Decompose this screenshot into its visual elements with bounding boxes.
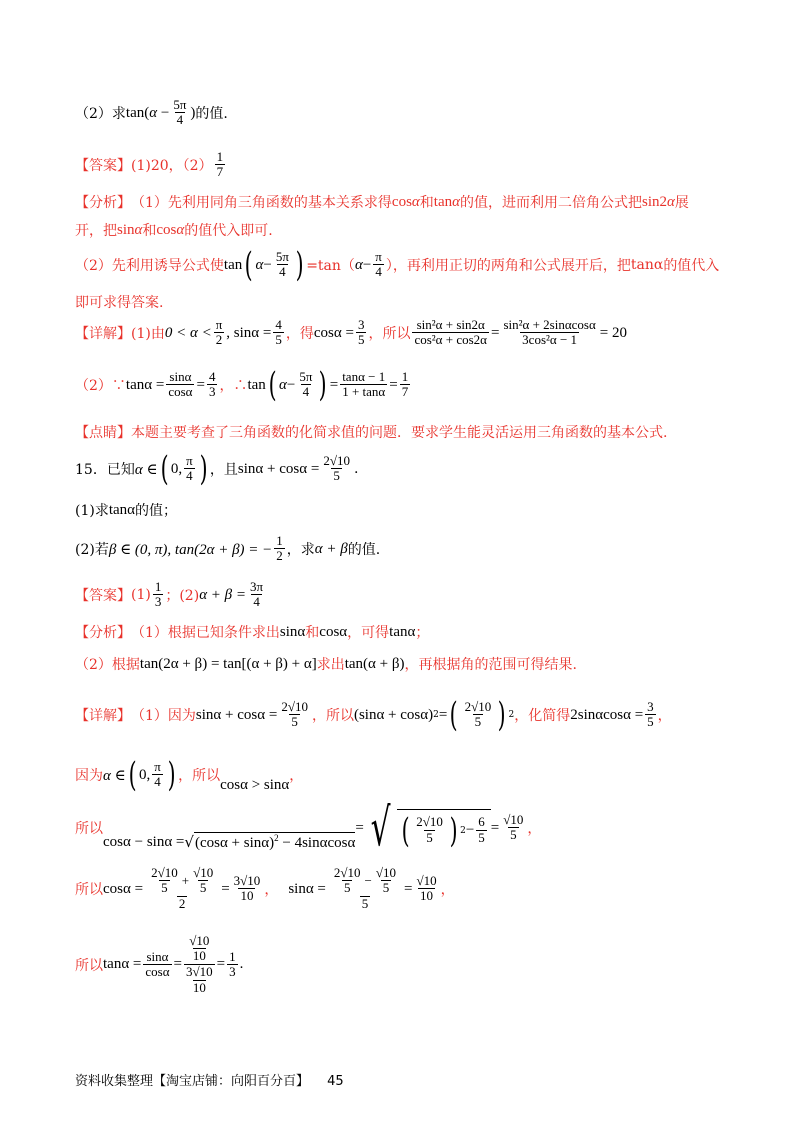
page-footer (75, 1070, 344, 1089)
detail-2-line-2: 因为 α ∈ ( 0, $\frac{\pi}{4}$ ) ，所以 cosα > sinα ， (75, 755, 304, 795)
detail-2-line-3: 所以 cosα − sinα = √ $(\cos\alpha + \sin\alpha)^2 - 4\sin\alpha\cos\alpha$ = √ ( $\frac{2√10}{5}$ ) 2 − $\frac{6}{5}$ = $\frac{√10}{5}$ ， (75, 798, 542, 858)
page-number: 45 (327, 1074, 344, 1089)
q2-lead: （2）求 (75, 106, 126, 123)
answer-frac: $\frac{1}{7}$ (216, 149, 224, 180)
analysis-1-line-1: 【分析】 （1）先利用同角三角函数的基本关系求得 cos α 和 tan α 的值，进而利用二倍角公式把 sin2 α 展 (75, 193, 689, 211)
question-2-line: （2）求 tan(α − $\frac{5\pi}{4}$ ) 的值. (75, 97, 228, 128)
problem-15-q2: (2)若 β ∈ (0, π), tan(2α + β) = − $\frac{1}{2}$ ，求 α + β 的值. (75, 533, 381, 564)
analysis-2-line-2: （2）根据 tan(2α + β) = tan[(α + β) + α] 求出 tan(α + β) ，再根据角的范围可得结果. (75, 655, 577, 673)
analysis-1-line-2: 开，把 sin α 和 cos α 的值代入即可. (75, 221, 273, 239)
problem-15-q1: (1)求 tanα 的值； (75, 501, 178, 519)
footer-text: 资料收集整理【淘宝店铺：向阳百分百】 (75, 1074, 310, 1089)
detail-2-line-1: 【详解】 （1）因为 sinα + cosα = $\frac{2√10}{5}$ ，所以 (sinα + cosα) 2 = ( $\frac{2√10}{5}$ ) 2 ，化简得 2sinαcosα = $\frac{3}{5}$ ， (75, 695, 672, 735)
q2-expr: tan(α − (125, 104, 170, 121)
analysis-1-line-4: 即可求得答案. (75, 295, 164, 311)
analysis-1-line-3: （2）先利用诱导公式使 tan ( α − $\frac{5\pi}{4}$ ) =tan（ α − $\frac{\pi}{4}$ ），再利用正切的两角和公式展开后，把 tanα 的值代入 (75, 245, 720, 285)
analysis-2-line-1: 【分析】 （1）根据已知条件求出 sinα 和 cosα ，可得 tanα ； (75, 623, 430, 641)
answer-2-line: 【答案】 (1) $\frac{1}{3}$ ；(2) α + β = $\frac{3\pi}{4}$ (75, 579, 264, 610)
detail-2-line-5: 所以 tanα = $\frac{\sin\alpha}{\cos\alpha}$ = √10 10 3√10 10 = $\frac{1}{3}$ . (75, 933, 244, 995)
detail-1-line-2: （2）∵ tanα = $\frac{\sin\alpha}{\cos\alpha}$ = $\frac{4}{3}$ ，∴ tan ( α − $\frac{5\pi}{4}$ ) = $\frac{\tan\alpha - 1}{1 + \tan\alpha}$ = $\frac{1}{7}$ (75, 365, 409, 405)
answer-tag: 【答案】(1)20，（2） (75, 158, 213, 175)
q2-frac: $\frac{5\pi}{4}$ (173, 97, 187, 128)
comment-1-line: 【点睛】 本题主要考查了三角函数的化简求值的问题．要求学生能灵活运用三角函数的基本公式. (75, 425, 668, 441)
detail-2-line-4: 所以 cosα = $\frac{2√10}{5}$ + $\frac{√10}{5}$ 2 = $\frac{3√10}{10}$ ， sinα = $\frac{2√10}{5}$ − $\frac{√10}{5}$ 5 = $\frac{√10}{10}$ ， (75, 865, 455, 912)
detail-1-line-1: 【详解】 (1)由 0 < α < $\frac{\pi}{2}$ , sinα = $\frac{4}{5}$ ，得 cosα = $\frac{3}{5}$ ，所以 $\frac{\text{sin²α + sin2α}}{\text{cos²α + cos2α}}$ = $\frac{\text{sin²α + 2sinαcosα}}{\text{3cos²α − 1}}$ = 20 (75, 317, 627, 348)
q2-tail: 的值. (195, 106, 228, 123)
problem-15-line: 15．已知 α ∈ ( 0, $\frac{\pi}{4}$ ) ，且 sinα + cosα = $\frac{2√10}{5}$ . (75, 449, 359, 489)
answer-1-line (75, 150, 227, 180)
